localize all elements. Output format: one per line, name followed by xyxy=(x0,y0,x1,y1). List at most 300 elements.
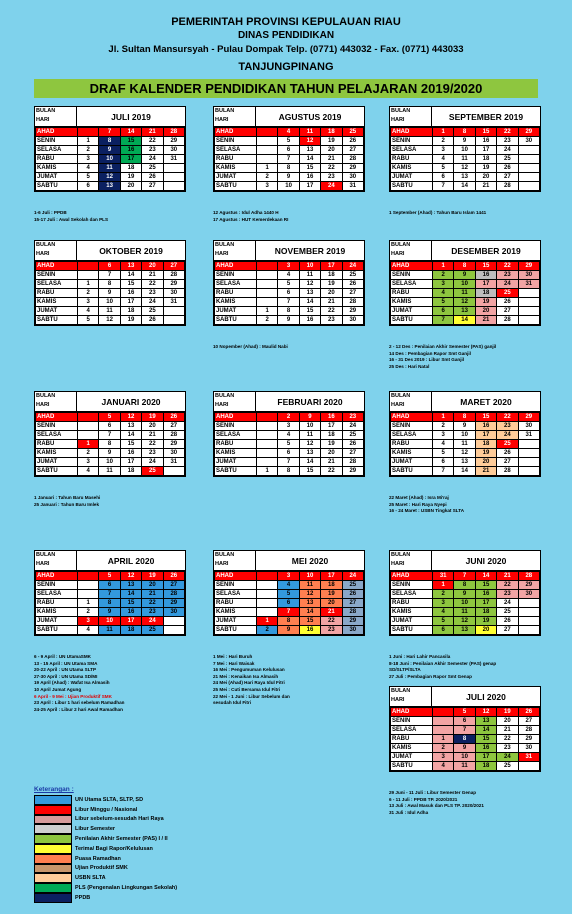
date-cell: 10 xyxy=(278,182,299,191)
date-cell: 16 xyxy=(321,413,342,422)
day-row xyxy=(36,307,185,316)
date-cell: 4 xyxy=(433,289,454,298)
note-line: 22 Mei - 1 Juni : Libur Sebelum dan xyxy=(213,693,290,699)
month-title: MARET 2020 xyxy=(460,397,512,407)
date-cell: 11 xyxy=(99,626,120,635)
date-cell xyxy=(78,422,99,431)
date-cell: 1 xyxy=(78,599,99,608)
date-cell: 22 xyxy=(142,440,163,449)
date-cell: 11 xyxy=(454,155,475,164)
date-cell: 2 xyxy=(433,744,454,753)
legend-label: Puasa Ramadhan xyxy=(75,855,121,862)
note-line: 24 Mei (Ahad) Hari Raya Idul Fitri xyxy=(213,680,285,686)
day-row xyxy=(215,599,364,608)
legend-item xyxy=(34,815,234,825)
note-line: SD/SLTP/SLTA xyxy=(389,667,421,673)
month-notes xyxy=(34,495,209,508)
date-cell xyxy=(163,173,184,182)
date-cell: 6 xyxy=(278,599,299,608)
bulan-label: BULAN xyxy=(391,552,411,558)
date-cell: 23 xyxy=(321,173,342,182)
date-cell: 26 xyxy=(342,137,363,146)
legend-item xyxy=(34,844,234,854)
date-cell xyxy=(257,280,278,289)
day-row xyxy=(391,762,540,771)
date-cell: 15 xyxy=(299,164,320,173)
legend-label: PLS (Pengenalan Lingkungan Sekolah) xyxy=(75,885,178,892)
date-cell: 24 xyxy=(142,298,163,307)
date-cell: 14 xyxy=(299,298,320,307)
note-line: 29 Juni - 11 Juli : Libur Semester Genap xyxy=(389,790,477,795)
day-row xyxy=(391,458,540,467)
date-cell: 11 xyxy=(454,762,475,771)
date-cell: 8 xyxy=(278,467,299,476)
date-cell: 27 xyxy=(497,626,518,635)
date-cell: 23 xyxy=(321,316,342,325)
date-cell: 25 xyxy=(497,155,518,164)
legend-swatch xyxy=(34,883,72,893)
day-name: SABTU xyxy=(215,626,257,635)
note-line: 8-18 Juni : Penilaian Akhir Semester (PAS) genap xyxy=(389,660,497,666)
date-cell: 9 xyxy=(99,449,120,458)
month-calendar xyxy=(389,686,541,772)
day-row xyxy=(391,735,540,744)
date-cell: 15 xyxy=(299,617,320,626)
day-name: JUMAT xyxy=(391,458,433,467)
day-row xyxy=(36,298,185,307)
date-cell: 16 xyxy=(475,137,496,146)
date-cell xyxy=(257,572,278,581)
date-cell: 1 xyxy=(433,262,454,271)
note-line: 1 September (Ahad) : Tahun Baru Islam 1441 xyxy=(389,210,487,215)
date-cell: 22 xyxy=(321,164,342,173)
bulan-label: BULAN xyxy=(391,242,411,248)
day-row xyxy=(36,422,185,431)
date-cell: 21 xyxy=(475,316,496,325)
date-cell: 8 xyxy=(454,262,475,271)
date-cell: 15 xyxy=(299,307,320,316)
month-notes xyxy=(389,210,564,217)
date-cell: 1 xyxy=(78,440,99,449)
date-cell: 29 xyxy=(518,735,539,744)
date-cell: 25 xyxy=(497,289,518,298)
date-cell: 11 xyxy=(299,128,320,137)
date-cell: 12 xyxy=(299,280,320,289)
day-name: SENIN xyxy=(391,581,433,590)
header-agency: PEMERINTAH PROVINSI KEPULAUAN RIAU xyxy=(171,16,401,28)
date-cell: 3 xyxy=(78,155,99,164)
date-cell: 23 xyxy=(497,744,518,753)
date-cell: 31 xyxy=(342,182,363,191)
date-cell: 9 xyxy=(299,413,320,422)
date-cell: 16 xyxy=(120,449,141,458)
date-cell: 14 xyxy=(454,182,475,191)
note-line: 13 - 15 April : UN Utama SMA xyxy=(34,660,98,666)
day-name: KAMIS xyxy=(215,449,257,458)
day-row xyxy=(36,128,185,137)
date-cell: 15 xyxy=(120,599,141,608)
date-cell: 14 xyxy=(475,572,496,581)
day-row xyxy=(36,626,185,635)
date-cell xyxy=(518,458,539,467)
month-title: APRIL 2020 xyxy=(107,556,155,566)
note-line: 25 Maret : Hari Raya Nyepi xyxy=(389,501,447,507)
date-cell: 24 xyxy=(497,599,518,608)
hari-label: HARI xyxy=(36,561,50,567)
month-title: MEI 2020 xyxy=(291,556,329,566)
date-cell: 31 xyxy=(518,431,539,440)
date-cell: 24 xyxy=(321,182,342,191)
date-cell: 29 xyxy=(342,467,363,476)
bulan-label: BULAN xyxy=(36,393,56,399)
date-cell: 21 xyxy=(475,467,496,476)
month-notes xyxy=(34,210,209,223)
date-cell: 21 xyxy=(142,271,163,280)
date-cell: 19 xyxy=(321,440,342,449)
date-cell: 11 xyxy=(454,440,475,449)
day-row xyxy=(391,173,540,182)
corner-header xyxy=(390,687,432,706)
date-cell: 19 xyxy=(142,572,163,581)
date-cell: 12 xyxy=(454,298,475,307)
date-cell xyxy=(518,307,539,316)
month-calendar xyxy=(34,391,186,477)
day-row xyxy=(36,581,185,590)
date-cell: 3 xyxy=(433,146,454,155)
day-name: SELASA xyxy=(391,590,433,599)
date-cell: 5 xyxy=(433,449,454,458)
date-cell: 4 xyxy=(78,467,99,476)
date-cell: 28 xyxy=(518,726,539,735)
date-cell: 13 xyxy=(99,182,120,191)
date-cell: 12 xyxy=(299,590,320,599)
month-notes xyxy=(34,654,209,713)
date-cell: 26 xyxy=(342,440,363,449)
day-row xyxy=(36,608,185,617)
date-cell: 2 xyxy=(433,271,454,280)
day-name: SENIN xyxy=(36,137,78,146)
date-cell xyxy=(518,316,539,325)
date-cell: 13 xyxy=(299,599,320,608)
date-cell: 2 xyxy=(78,146,99,155)
day-name: SELASA xyxy=(391,431,433,440)
date-cell: 27 xyxy=(163,422,184,431)
date-cell: 6 xyxy=(278,289,299,298)
date-cell xyxy=(518,599,539,608)
date-cell: 18 xyxy=(321,128,342,137)
date-cell: 23 xyxy=(342,413,363,422)
hari-label: HARI xyxy=(391,117,405,123)
legend-label: Ujian Produktif SMK xyxy=(75,865,128,872)
legend-swatch xyxy=(34,873,72,883)
date-cell: 19 xyxy=(321,590,342,599)
date-cell: 21 xyxy=(142,590,163,599)
date-cell: 19 xyxy=(321,137,342,146)
day-name: SELASA xyxy=(36,590,78,599)
corner-header xyxy=(214,392,256,411)
date-cell: 18 xyxy=(475,155,496,164)
date-cell: 16 xyxy=(475,590,496,599)
date-cell: 7 xyxy=(433,467,454,476)
date-cell: 3 xyxy=(257,182,278,191)
date-cell: 25 xyxy=(142,164,163,173)
day-name: SABTU xyxy=(215,182,257,191)
date-cell xyxy=(163,617,184,626)
date-cell: 13 xyxy=(299,146,320,155)
date-cell: 15 xyxy=(475,735,496,744)
day-name: SABTU xyxy=(391,182,433,191)
legend-item xyxy=(34,893,234,903)
date-cell xyxy=(78,128,99,137)
date-cell: 15 xyxy=(475,262,496,271)
date-cell: 29 xyxy=(518,581,539,590)
day-name: JUMAT xyxy=(215,307,257,316)
date-cell: 9 xyxy=(454,590,475,599)
date-cell xyxy=(257,590,278,599)
date-cell: 22 xyxy=(321,307,342,316)
date-cell: 8 xyxy=(278,617,299,626)
day-row xyxy=(391,182,540,191)
day-name: RABU xyxy=(215,440,257,449)
date-cell: 7 xyxy=(433,316,454,325)
date-cell: 17 xyxy=(475,280,496,289)
month-calendar xyxy=(34,550,186,636)
corner-header xyxy=(390,107,432,126)
day-row xyxy=(36,316,185,325)
day-name: RABU xyxy=(215,155,257,164)
date-cell: 24 xyxy=(142,617,163,626)
month-calendar xyxy=(213,391,365,477)
date-cell: 5 xyxy=(78,316,99,325)
day-row xyxy=(215,422,364,431)
hari-label: HARI xyxy=(391,402,405,408)
date-cell: 27 xyxy=(342,599,363,608)
date-cell: 29 xyxy=(342,307,363,316)
day-row xyxy=(36,458,185,467)
date-cell: 14 xyxy=(120,128,141,137)
day-row xyxy=(391,726,540,735)
date-cell: 28 xyxy=(342,458,363,467)
date-cell: 2 xyxy=(257,316,278,325)
day-name: SABTU xyxy=(36,626,78,635)
legend-item xyxy=(34,824,234,834)
day-name: RABU xyxy=(391,289,433,298)
date-cell: 17 xyxy=(299,182,320,191)
date-cell: 17 xyxy=(321,262,342,271)
date-cell: 4 xyxy=(278,271,299,280)
day-row xyxy=(391,413,540,422)
date-cell: 11 xyxy=(99,164,120,173)
date-cell: 12 xyxy=(454,164,475,173)
header-city: TANJUNGPINANG xyxy=(238,61,334,73)
day-row xyxy=(215,280,364,289)
day-row xyxy=(36,617,185,626)
date-cell: 18 xyxy=(475,440,496,449)
month-calendar xyxy=(213,240,365,326)
note-line: 16 Mei : Pengumuman Kelulusan xyxy=(213,667,285,673)
day-name: SENIN xyxy=(215,137,257,146)
bulan-label: BULAN xyxy=(215,108,235,114)
date-cell: 21 xyxy=(497,726,518,735)
date-cell xyxy=(518,626,539,635)
day-name: RABU xyxy=(36,155,78,164)
month-calendar xyxy=(389,106,541,192)
date-cell: 26 xyxy=(163,572,184,581)
date-cell: 3 xyxy=(433,431,454,440)
legend-swatch xyxy=(34,834,72,844)
legend-swatch xyxy=(34,824,72,834)
day-name: SABTU xyxy=(36,182,78,191)
date-cell: 30 xyxy=(163,146,184,155)
corner-header xyxy=(390,241,432,260)
date-cell: 16 xyxy=(299,316,320,325)
day-row xyxy=(215,449,364,458)
day-row xyxy=(36,137,185,146)
date-cell: 29 xyxy=(342,164,363,173)
legend-label: Libur sebelum-sesudah Hari Raya xyxy=(75,816,164,823)
date-cell: 30 xyxy=(163,449,184,458)
day-name: RABU xyxy=(215,599,257,608)
date-cell: 23 xyxy=(497,271,518,280)
date-cell: 8 xyxy=(454,413,475,422)
date-cell: 5 xyxy=(278,137,299,146)
day-row xyxy=(215,413,364,422)
month-title: NOVEMBER 2019 xyxy=(274,246,346,256)
date-cell: 25 xyxy=(497,440,518,449)
date-cell: 2 xyxy=(78,449,99,458)
corner-header xyxy=(390,392,432,411)
day-row xyxy=(391,744,540,753)
note-line: 27-30 April : UN Utama SD/MI xyxy=(34,673,98,679)
date-cell: 12 xyxy=(454,617,475,626)
date-cell: 6 xyxy=(278,146,299,155)
date-cell: 31 xyxy=(518,280,539,289)
date-cell: 10 xyxy=(454,280,475,289)
date-cell: 13 xyxy=(299,289,320,298)
day-row xyxy=(215,262,364,271)
date-cell: 19 xyxy=(497,708,518,717)
date-cell: 25 xyxy=(497,608,518,617)
date-cell xyxy=(257,271,278,280)
date-cell: 26 xyxy=(163,413,184,422)
date-cell: 19 xyxy=(475,617,496,626)
legend-swatch xyxy=(34,795,72,805)
date-cell: 4 xyxy=(433,155,454,164)
bulan-label: BULAN xyxy=(215,552,235,558)
day-row xyxy=(215,608,364,617)
date-cell: 17 xyxy=(120,155,141,164)
date-cell: 1 xyxy=(433,128,454,137)
date-cell: 21 xyxy=(321,458,342,467)
date-cell: 29 xyxy=(342,617,363,626)
date-cell: 3 xyxy=(433,753,454,762)
legend-swatch xyxy=(34,805,72,815)
day-name: SELASA xyxy=(215,146,257,155)
day-row xyxy=(391,590,540,599)
note-line: 12 Agustus : Idul Adha 1440 H xyxy=(213,210,279,215)
date-cell: 11 xyxy=(454,289,475,298)
corner-header xyxy=(35,241,77,260)
date-cell: 6 xyxy=(99,581,120,590)
month-notes xyxy=(389,344,564,370)
legend-label: Libur Minggu / Nasional xyxy=(75,806,138,813)
date-cell: 7 xyxy=(99,271,120,280)
date-cell: 3 xyxy=(78,298,99,307)
day-name: RABU xyxy=(391,735,433,744)
date-cell: 13 xyxy=(120,581,141,590)
hari-label: HARI xyxy=(215,402,229,408)
day-row xyxy=(215,572,364,581)
legend-swatch xyxy=(34,854,72,864)
date-cell xyxy=(518,146,539,155)
date-cell: 26 xyxy=(497,617,518,626)
legend-swatch xyxy=(34,893,72,903)
date-cell: 21 xyxy=(321,155,342,164)
date-cell: 12 xyxy=(99,173,120,182)
note-line: 10 Nopember (Ahad) : Maulid Nabi xyxy=(213,344,288,349)
day-row xyxy=(36,182,185,191)
date-cell: 12 xyxy=(120,572,141,581)
note-line: 14 Des : Pembagian Rapor Smt Ganjil xyxy=(389,350,471,356)
date-cell: 2 xyxy=(433,422,454,431)
date-cell: 16 xyxy=(475,744,496,753)
date-cell: 6 xyxy=(433,626,454,635)
day-row xyxy=(391,753,540,762)
note-line: 13 Juli : Awal Masuk dan PLS TP. 2020/2021 xyxy=(389,803,484,809)
day-name: AHAD xyxy=(391,413,433,422)
day-name: RABU xyxy=(391,440,433,449)
day-row xyxy=(215,289,364,298)
day-row xyxy=(36,413,185,422)
date-cell: 23 xyxy=(142,146,163,155)
day-name: SELASA xyxy=(36,146,78,155)
hari-label: HARI xyxy=(215,117,229,123)
day-name: AHAD xyxy=(215,128,257,137)
day-row xyxy=(36,146,185,155)
date-cell: 5 xyxy=(433,298,454,307)
date-cell: 22 xyxy=(142,280,163,289)
date-cell: 13 xyxy=(454,626,475,635)
note-line: 25 Mei : Cuti Bersama Idul Fitri xyxy=(213,686,281,692)
date-cell xyxy=(518,164,539,173)
date-cell: 18 xyxy=(120,307,141,316)
day-row xyxy=(215,137,364,146)
date-cell xyxy=(518,608,539,617)
note-line: 31 Juli : Idul Adha xyxy=(389,809,429,815)
date-cell: 11 xyxy=(99,467,120,476)
date-cell: 26 xyxy=(342,280,363,289)
date-cell: 29 xyxy=(518,262,539,271)
bulan-label: BULAN xyxy=(215,393,235,399)
note-line: 20-22 April : UN Utama SLTP xyxy=(34,667,97,673)
legend-item xyxy=(34,854,234,864)
day-name: SELASA xyxy=(215,431,257,440)
day-row xyxy=(36,173,185,182)
date-cell: 14 xyxy=(299,458,320,467)
legend-item xyxy=(34,834,234,844)
day-row xyxy=(391,708,540,717)
date-cell: 14 xyxy=(299,608,320,617)
date-cell xyxy=(518,289,539,298)
month-notes xyxy=(213,344,388,351)
date-cell: 17 xyxy=(120,458,141,467)
date-cell: 13 xyxy=(299,449,320,458)
date-cell: 17 xyxy=(120,617,141,626)
date-cell: 5 xyxy=(278,590,299,599)
day-row xyxy=(36,440,185,449)
date-cell: 28 xyxy=(342,155,363,164)
day-name: SABTU xyxy=(215,467,257,476)
